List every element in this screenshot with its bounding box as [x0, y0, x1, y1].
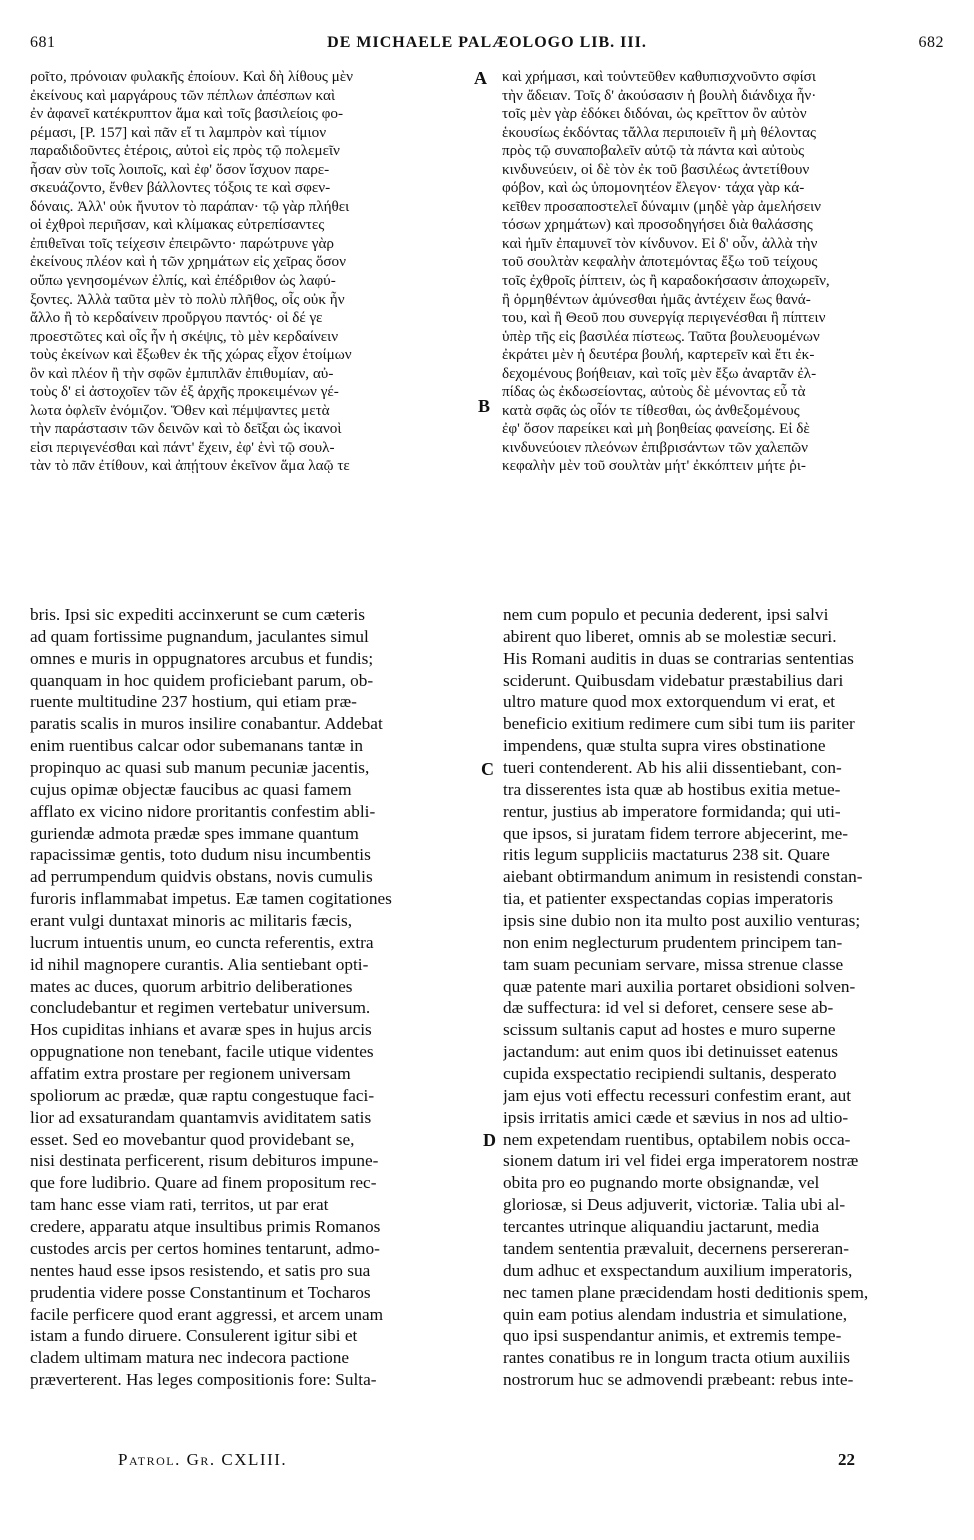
section-marker-c: C	[481, 759, 494, 779]
footer-volume: Patrol. Gr. CXLIII.	[118, 1450, 288, 1469]
page-number-right: 682	[918, 34, 944, 51]
running-title: DE MICHAELE PALÆOLOGO LIB. III.	[327, 34, 647, 51]
latin-column-right: nem cum populo et pecunia dederent, ipsi salvi abirent quo liberet, omnis ab se molestiæ securi. His Romani auditis in duas se contrarias sententias sciderunt. Quibusdam videbatur præstabilius dari ultro mature quod mox extorquendum vi erat, et beneficio exitium redimere cum sibi tum iis pariter impendens, quæ stulta supra vires obstinatione tueri contenderent. Ab his alii dissentiebant, con- tra disserentes ista quæ ab hostibus exitia metue- rentur, justius ab imperatore formidanda; qui uti- que ipsos, si juratam fidem terrore abjecerint, me- ritis legum suppliciis mactaturus 238 sit. Quare aiebant obtirmandum animum in resistendi constan- tia, et patienter exspectandas copias imperatoris ipsis sine dubio non ita multo post auxilio venturas; non enim neglecturum prudentem principem tan- tam suam pecuniam servare, missa strenue classe quæ patente mari auxilia portaret obsidioni solven- dæ suffectura: id vel si deforet, censere sese ab- scissum sultanis caput ad hostes e muro superne jactandum: aut enim quos ibi detinuisset eatenus cupida exspectatio recipiendi sultanis, desperato jam ejus voti effectu recessuri confestim erant, aut ipsis irritatis amici cæde et sævius in nos ad ultio- nem expetendam ruentibus, optabilem nobis occa- sionem datum iri vel fidei erga imperatorem nostræ obita pro eo pugnando morte obsignandæ, vel gloriosæ, si Deus adjuverit, victoriæ. Talia ubi al- tercantes utrinque aliquandiu jactarunt, media tandem sententia prævaluit, decernens persereran- dum adhuc et exspectandum auxilium imperatoris, nec tamen plane præcidendam hosti deditionis spem, quin eam potius alendam industria et simulatione, quo ipsi suspendantur animis, et extremis tempe- rantes conatibus re in longum tracta otium auxiliis nostrorum huc se admovendi præbeant: rebus inte-	[503, 605, 869, 1390]
section-marker-a: A	[474, 68, 487, 88]
greek-column-left: ροῖτο, πρόνοιαν φυλακῆς ἐποίουν. Καὶ δὴ λίθους μὲν ἐκείνους καὶ μαργάρους τῶν πέπλων ἀπέσπων καὶ ἐν ἀφανεῖ κατέκρυπτον ἅμα καὶ τοῖς βασιλείοις φο- ρέμασι, [Ρ. 157] καὶ πᾶν εἴ τι λαμπρὸν καὶ τίμιον παραδιδοῦντες ἑτέροις, αὐτοὶ εἰς πρὸς τῷ πολεμεῖν ἦσαν σὺν τοῖς λοιποῖς, καὶ ἐφ' ὅσον ἴσχυον παρε- σκευάζοντο, ἔνθεν βάλλοντες τόξοις τε καὶ σφεν- δόναις. Ἀλλ' οὐκ ἤνυτον τὸ παράπαν· τῷ γὰρ πλήθει οἱ ἐχθροὶ περιῆσαν, καὶ κλίμακας εὐτρεπίσαντες ἐπιθεῖναι τοῖς τείχεσιν ἐπειρῶντο· παρώτρυνε γὰρ ἐκείνους πλέον καὶ ἡ τῶν χρημάτων εἰς χεῖρας ὅσον οὔπω γενησομένων ἐλπίς, καὶ ἐπέδριθον ὡς λαφύ- ξοντες. Ἀλλὰ ταῦτα μὲν τὸ πολὺ πλῆθος, οἷς οὐκ ἦν ἄλλο ἢ τὸ κερδαίνειν προὔργου παντός· οἱ δέ γε προεστῶτες καὶ οἷς ἦν ἡ σκέψις, τὸ μὲν κερδαίνειν τοὺς ἐκείνων καὶ ἔξωθεν ἐκ τῆς χώρας εἶχον ἑτοίμων ὂν καὶ πλέον ἢ τὴν σφῶν ἐμπιπλᾶν ἐπιθυμίαν, αὐ- τοὺς δ' εἰ ἀστοχοῖεν τῶν ἐξ ἀρχῆς προκειμένων γέ- λωτα ὀφλεῖν ἐνόμιζον. Ὅθεν καὶ πέμψαντες μετὰ τὴν παράστασιν τῶν δεινῶν καὶ τὸ δεῖξαι ὡς ἱκανοὶ εἰσι περιγενέσθαι καὶ πάντ' ἔχειν, ἐφ' ἑνὶ τῷ σουλ- τὰν τὸ πᾶν ἐτίθουν, καὶ ἀπῄτουν ἐκεῖνον ἅμα λαῷ τε	[30, 68, 354, 475]
footer-signature: 22	[838, 1450, 855, 1469]
greek-column-right: καὶ χρήμασι, καὶ τοὐντεῦθεν καθυπισχνοῦντο σφίσι τὴν ἄδειαν. Τοῖς δ' ἀκούσασιν ἡ βουλὴ διάνδιχα ἦν· τοῖς μὲν γὰρ ἐδόκει διδόναι, ὡς κρεῖττον ὂν αὐτὸν ἑκουσίως ἐκδόντας τἄλλα περιποιεῖν ἢ μὴ θέλοντας πρὸς τῷ συναποβαλεῖν αὐτῷ τὰ πάντα καὶ αὐτοὺς κινδυνεύειν, οἱ δὲ τὸν ἐκ τοῦ βασιλέως ἀντετίθουν φόβον, καὶ ὡς ὑπομονητέον ἔλεγον· τάχα γὰρ κά- κεῖθεν προσαποστελεῖ δύναμιν (μηδὲ γὰρ ἀμελήσειν τόσων χρημάτων) καὶ προσοδηγήσει διὰ θαλάσσης καὶ ἡμῖν ἐπαμυνεῖ τὸν κίνδυνον. Εἰ δ' οὖν, ἀλλὰ τὴν τοῦ σουλτὰν κεφαλὴν ἀποτεμόντας ἔξω τοῦ τείχους τοῖς ἐχθροῖς ῥίπτειν, ὡς ἢ καραδοκήσασιν ἀποχωρεῖν, ἢ ὁρμηθέντων ἀμύνεσθαι ἡμᾶς ἀντέχειν ἕως θανά- του, καὶ ἢ Θεοῦ που συνεργίᾳ περιγενέσθαι ἢ πίπτειν ὑπὲρ τῆς εἰς βασιλέα πίστεως. Ταῦτα βουλευομένων ἐκράτει μὲν ἡ δευτέρα βουλή, καρτερεῖν καὶ ἔτι ἐκ- δεχομένους βοήθειαν, καὶ τοῖς μὲν ἔξω ἀναρτᾶν ἐλ- πίδας ὡς ἐκδωσείοντας, αὐτοὺς δὲ μένοντας εὖ τὰ κατὰ σφᾶς ὡς οἷόν τε τίθεσθαι, ὡς ἀνθεξομένους ἐφ' ὅσον παρείκει καὶ μὴ βοηθείας φανείσης. Εἰ δὲ κινδυνεύοιεν πλεόνων ἐπιβρισάντων τῶν χαλεπῶν κεφαλὴν μὲν τοῦ σουλτὰν μήτ' ἐκκόπτειν μήτε ῥι-	[502, 68, 830, 475]
section-marker-b: B	[478, 396, 491, 416]
section-marker-d: D	[483, 1130, 496, 1150]
running-header	[30, 34, 944, 56]
page-number-left: 681	[30, 34, 56, 51]
latin-column-left: bris. Ipsi sic expediti accinxerunt se cum cæteris ad quam fortissime pugnandum, jaculantes simul omnes e muris in oppugnatores arcubus et fundis; quanquam in hoc quidem proficiebant parum, ob- ruente multitudine 237 hostium, qui etiam præ- paratis scalis in muros insilire conabantur. Addebat enim ruentibus calcar odor subemanans tantæ in propinquo ac quasi sub manum pecuniæ jacentis, cujus opimæ objectæ faucibus ac quasi famem afflato ex vicino nidore proritantis confestim abli- guriendæ admota prædæ spes immane quantum rapacissimæ gentis, toto dudum nisu incumbentis ad perrumpendum quidvis obstans, novis cumulis furoris inflammabat impetus. Eæ tamen cogitationes erant vulgi duntaxat minoris ac militaris fæcis, lucrum intuentis unum, eo cuncta referentis, extra id nihil magnopere curantis. Alia sentiebant opti- mates ac duces, quorum arbitrio deliberationes concludebantur et regimen vertebatur universum. Hos cupiditas inhians et avaræ spes in hujus arcis oppugnatione non tenebant, facile utique videntes affatim extra prostare per regionem universam spoliorum ac prædæ, quæ raptu congestuque faci- lior ad exsaturandam quantamvis aviditatem satis esset. Sed eo movebantur quod providebant se, nisi destinata perficerent, risum debituros impune- que fore ludibrio. Quare ad finem propositum rec- tam hanc esse viam rati, territos, ut par erat credere, apparatu atque insultibus primis Romanos custodes arcis per certos homines tentarunt, admo- nentes haud esse ipsos resistendo, et satis pro sua prudentia videre posse Constantinum et Tocharos facile perficere quod erant aggressi, et arcem unam istam a fundo diruere. Consulerent igitur sibi et cladem ultimam matura nec indecora pactione præverterent. Has leges compositionis fore: Sulta-	[30, 605, 392, 1390]
